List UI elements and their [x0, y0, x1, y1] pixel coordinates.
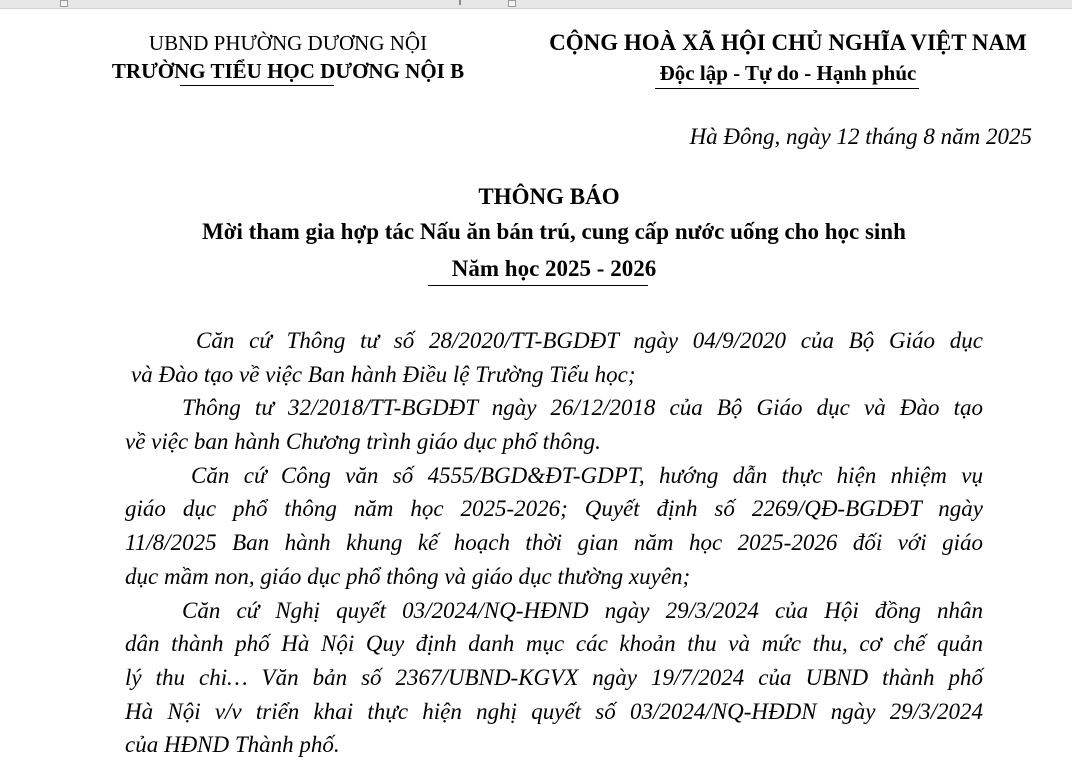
body-line: Thông tư 32/2018/TT-BGDĐT ngày 26/12/2018 của Bộ Giáo dục và Đào tạo: [182, 395, 983, 421]
ruler-left-margin-marker[interactable]: [60, 0, 68, 7]
national-motto-underline: [655, 88, 919, 89]
body-line: Hà Nội v/v triển khai thực hiện nghị quyết số 03/2024/NQ-HĐDN ngày 29/3/2024: [125, 698, 983, 724]
ruler-right-indent-marker[interactable]: [508, 0, 516, 7]
body-line: Căn cứ Nghị quyết 03/2024/NQ-HĐND ngày 29/3/2024 của Hội đồng nhân: [182, 597, 983, 623]
national-motto: Độc lập - Tự do - Hạnh phúc: [659, 61, 917, 85]
body-line: Căn cứ Thông tư số 28/2020/TT-BGDĐT ngày 04/9/2020 của Bộ Giáo dục: [196, 328, 983, 353]
body-line: dân thành phố Hà Nội Quy định danh mục các khoản thu và mức thu, cơ chế quản: [125, 631, 983, 657]
document-school-year: Năm học 2025 - 2026: [451, 256, 657, 281]
document-ruler[interactable]: [0, 0, 1072, 9]
ruler-tab-marker[interactable]: [459, 0, 461, 5]
body-line: giáo dục phổ thông năm học 2025-2026; Quyết định số 2269/QĐ-BGDĐT ngày: [125, 496, 983, 522]
organization-name: UBND PHƯỜNG DƯƠNG NỘI: [148, 31, 428, 55]
body-line: về việc ban hành Chương trình giáo dục phổ thông.: [125, 429, 601, 455]
document-date: Hà Đông, ngày 12 tháng 8 năm 2025: [689, 124, 1032, 149]
body-line: Căn cứ Công văn số 4555/BGD&ĐT-GDPT, hướng dẫn thực hiện nhiệm vụ: [191, 462, 983, 488]
document-body[interactable]: [125, 324, 983, 762]
body-line: 11/8/2025 Ban hành khung kế hoạch thời gian năm học 2025-2026 đối với giáo: [125, 530, 983, 556]
school-name-underline: [180, 85, 334, 86]
national-title: CỘNG HOÀ XÃ HỘI CHỦ NGHĨA VIỆT NAM: [549, 30, 1027, 55]
body-line: và Đào tạo về việc Ban hành Điều lệ Trường Tiểu học;: [131, 361, 636, 387]
document-title: THÔNG BÁO: [478, 184, 620, 209]
body-line: của HĐND Thành phố.: [125, 732, 340, 758]
title-underline: [428, 285, 648, 286]
body-line: dục mầm non, giáo dục phổ thông và giáo dục thường xuyên;: [125, 563, 691, 589]
document-subtitle: Mời tham gia hợp tác Nấu ăn bán trú, cung cấp nước uống cho học sinh: [202, 219, 906, 244]
body-line: lý thu chi… Văn bản số 2367/UBND-KGVX ngày 19/7/2024 của UBND thành phố: [125, 664, 983, 690]
school-name: TRƯỜNG TIỂU HỌC DƯƠNG NỘI B: [111, 59, 465, 83]
